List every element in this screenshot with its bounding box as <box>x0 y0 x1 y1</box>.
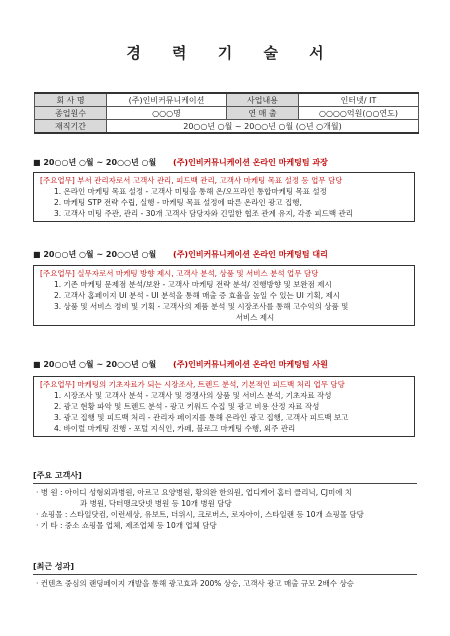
section-2-item: 1. 기존 마케팅 문제점 분석/보완 - 고객사 마케팅 전략 분석/ 진행방향 및 보완점 제시 <box>54 280 332 289</box>
section-3-item: 1. 시장조사 및 고객사 분석 - 고객사 및 경쟁사의 상품 및 서비스 분석, 기초자료 작성 <box>54 391 332 400</box>
section-1-item: 2. 마케팅 STP 전략 수립, 실행 - 마케팅 목표 설정에 따른 온라인 광고 집행, <box>54 198 302 207</box>
info-row-period <box>35 120 419 134</box>
company-name-label: 회 사 명 <box>35 93 107 107</box>
section-2-period: ■ 20○○년 ○월 ~ 20○○년 ○월 <box>33 250 157 259</box>
achievements-divider <box>33 574 417 575</box>
client-row-etc: · 기 타 : 중소 쇼핑몰 업체, 제조업체 등 10개 업체 담당 <box>36 521 217 530</box>
section-2-item: 2. 고객사 홈페이지 UI 분석 - UI 분석을 통해 매출 증 효율을 높일 수 있는 UI 기획, 제시 <box>54 291 340 300</box>
section-1-company: (주)인비커뮤니케이션 온라인 마케팅팀 과장 <box>173 158 328 167</box>
section-3-item: 2. 광고 현황 파악 및 트렌드 분석 - 광고 키워드 수집 및 광고 비용 산정 자료 작성 <box>54 402 320 411</box>
section-2-lead: [주요업무] 실무자로서 마케팅 방향 제시, 고객사 분석, 상품 및 서비스 분석 업무 담당 <box>40 269 319 278</box>
section-2-company: (주)인비커뮤니케이션 온라인 마케팅팀 대리 <box>173 250 328 259</box>
company-name-value: (주)인비커뮤니케이션 <box>107 93 227 107</box>
section-3-lead: [주요업무] 마케팅의 기초자료가 되는 시장조사, 트렌드 분석, 기본적인 피드백 처리 업무 담당 <box>40 380 345 389</box>
section-1-heading <box>33 157 328 168</box>
section-3-box <box>33 376 415 437</box>
document-title: 경 력 기 술 서 <box>126 44 337 62</box>
section-1-item: 3. 고객사 미팅 주관, 관리 - 30개 고객사 담당자와 긴밀한 협조 관계 유지, 각종 피드백 관리 <box>54 209 354 218</box>
business-type-label: 사업내용 <box>227 93 299 107</box>
section-1-item: 1. 온라인 마케팅 목표 설정 - 고객사 미팅을 통해 온/오프라인 통합마케팅 목표 설정 <box>54 187 327 196</box>
employees-label: 종업원수 <box>35 107 107 120</box>
section-2-heading <box>33 249 328 260</box>
section-3-heading <box>33 359 328 370</box>
revenue-label: 연 매 출 <box>227 107 299 120</box>
section-1-period: ■ 20○○년 ○월 ~ 20○○년 ○월 <box>33 158 157 167</box>
section-1-box <box>33 172 415 222</box>
section-2-item: 3. 상품 및 서비스 정비 및 기획 - 고객사의 제품 분석 및 시장조사를 통해 고수익의 상품 및 <box>54 302 349 311</box>
revenue-value: ○○○○억원(○○연도) <box>299 107 419 120</box>
company-info-table <box>34 92 419 134</box>
achievements-list <box>36 578 416 589</box>
client-row-mall: · 쇼핑몰 : 스타일닷컴, 이런세상, 유보트, 더위시, 크로버스, 로자아이, 스타일랜 등 10개 쇼핑몰 담당 <box>36 510 364 519</box>
employees-value: ○○○명 <box>107 107 227 120</box>
client-row-hospital: · 병 원 : 아이디 성형외과병원, 아르고 요양병원, 황의완 한의원, 업디케어 홈터 클리닉, CJ미에 치 <box>36 488 353 497</box>
section-3-item: 3. 광고 집행 및 피드백 처리 - 관리자 페이지를 통해 온라인 광고 집행, 고객사 피드백 보고 <box>54 413 349 422</box>
section-3-period: ■ 20○○년 ○월 ~ 20○○년 ○월 <box>33 360 157 369</box>
period-label: 재직기간 <box>35 120 107 134</box>
section-2-continuation: 서비스 제시 <box>235 313 275 322</box>
info-row-size <box>35 107 419 120</box>
section-1-lead: [주요업무] 부서 관리자로서 고객사 관리, 피드백 관리, 고객사 마케팅 목표 설정 등 업무 담당 <box>40 176 343 185</box>
business-type-value: 인터넷/ IT <box>299 93 419 107</box>
section-2-box <box>33 265 415 326</box>
clients-divider <box>33 483 417 484</box>
achievement-row: · 컨텐츠 중심의 랜딩페이지 개발을 통해 광고효과 200% 상승, 고객사 광고 매출 규모 2배수 상승 <box>36 579 354 588</box>
clients-title: [주요 고객사] <box>33 471 82 480</box>
clients-list <box>36 487 416 531</box>
section-3-item: 4. 바이럴 마케팅 진행 - 포털 지식인, 카페, 블로그 마케팅 수행, 외주 관리 <box>54 424 296 433</box>
info-row-company <box>35 93 419 107</box>
client-row-hospital-cont: 과 병원, 닥터맹크닷넷 병원 등 10개 병원 담당 <box>80 499 232 508</box>
achievements-title: [최근 성과] <box>33 562 75 571</box>
period-value: 20○○년 ○월 ~ 20○○년 ○월 (○년 ○개월) <box>107 120 419 134</box>
section-3-company: (주)인비커뮤니케이션 온라인 마케팅팀 사원 <box>173 360 328 369</box>
